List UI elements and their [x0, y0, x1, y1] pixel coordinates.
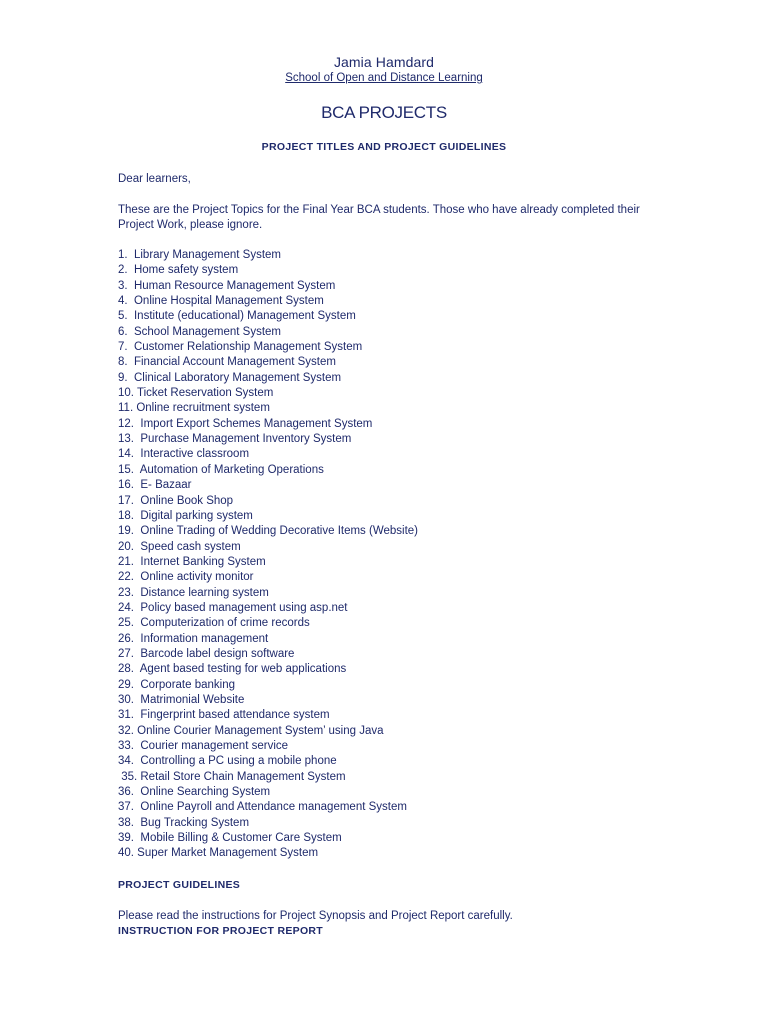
guidelines-heading: PROJECT GUIDELINES [118, 879, 241, 891]
list-item: 3. Human Resource Management System [118, 279, 336, 292]
report-instruction-heading: INSTRUCTION FOR PROJECT REPORT [118, 925, 324, 937]
list-item: 28. Agent based testing for web applications [118, 663, 347, 676]
list-item: 30. Matrimonial Website [118, 693, 245, 706]
list-item: 11. Online recruitment system [118, 402, 270, 415]
list-item: 8. Financial Account Management System [118, 356, 336, 369]
list-item: 16. E- Bazaar [118, 479, 192, 492]
guidelines-text: Please read the instructions for Project Synopsis and Project Report carefully. [118, 910, 513, 922]
list-item: 17. Online Book Shop [118, 494, 234, 507]
list-item: 24. Policy based management using asp.net [118, 601, 348, 614]
list-item: 32. Online Courier Management System’ using Java [118, 724, 384, 737]
list-item: 21. Internet Banking System [118, 555, 266, 568]
list-item: 1. Library Management System [118, 249, 281, 261]
list-item: 31. Fingerprint based attendance system [118, 709, 330, 722]
list-item: 4. Online Hospital Management System [118, 295, 324, 308]
list-item: 14. Interactive classroom [118, 448, 250, 461]
list-item: 15. Automation of Marketing Operations [118, 463, 324, 476]
school-name: School of Open and Distance Learning [285, 72, 483, 84]
list-item: 22. Online activity monitor [118, 571, 254, 584]
project-list [118, 248, 678, 862]
list-item: 20. Speed cash system [118, 540, 241, 553]
list-item: 2. Home safety system [118, 264, 239, 277]
list-item: 6. School Management System [118, 325, 281, 338]
intro-paragraph: These are the Project Topics for the Final Year BCA students. Those who have already completed their Project Work, please ignore. [118, 204, 640, 232]
list-item: 29. Corporate banking [118, 678, 235, 691]
list-item: 40. Super Market Management System [118, 847, 319, 860]
list-item: 25. Computerization of crime records [118, 617, 310, 630]
list-item: 18. Digital parking system [118, 509, 253, 522]
list-item: 12. Import Export Schemes Management System [118, 417, 373, 430]
list-item: 5. Institute (educational) Management System [118, 310, 356, 323]
list-item: 27. Barcode label design software [118, 647, 295, 660]
list-item: 35. Retail Store Chain Management System [118, 770, 346, 783]
list-item: 37. Online Payroll and Attendance management System [118, 801, 407, 814]
list-item: 38. Bug Tracking System [118, 816, 250, 829]
greeting-text: Dear learners, [118, 173, 191, 185]
list-item: 7. Customer Relationship Management System [118, 341, 363, 354]
list-item: 36. Online Searching System [118, 786, 271, 799]
list-item: 10. Ticket Reservation System [118, 387, 274, 400]
list-item: 23. Distance learning system [118, 586, 269, 599]
list-item: 26. Information management [118, 632, 269, 645]
page-title: BCA PROJECTS [321, 103, 447, 122]
page-subtitle: PROJECT TITLES AND PROJECT GUIDELINES [261, 141, 507, 153]
list-item: 13. Purchase Management Inventory System [118, 433, 352, 446]
list-item: 33. Courier management service [118, 740, 289, 752]
list-item: 39. Mobile Billing & Customer Care System [118, 832, 342, 845]
list-item: 34. Controlling a PC using a mobile phone [118, 755, 337, 768]
list-item: 9. Clinical Laboratory Management System [118, 371, 342, 384]
university-name: Jamia Hamdard [333, 54, 435, 70]
list-item: 19. Online Trading of Wedding Decorative Items (Website) [118, 525, 418, 538]
